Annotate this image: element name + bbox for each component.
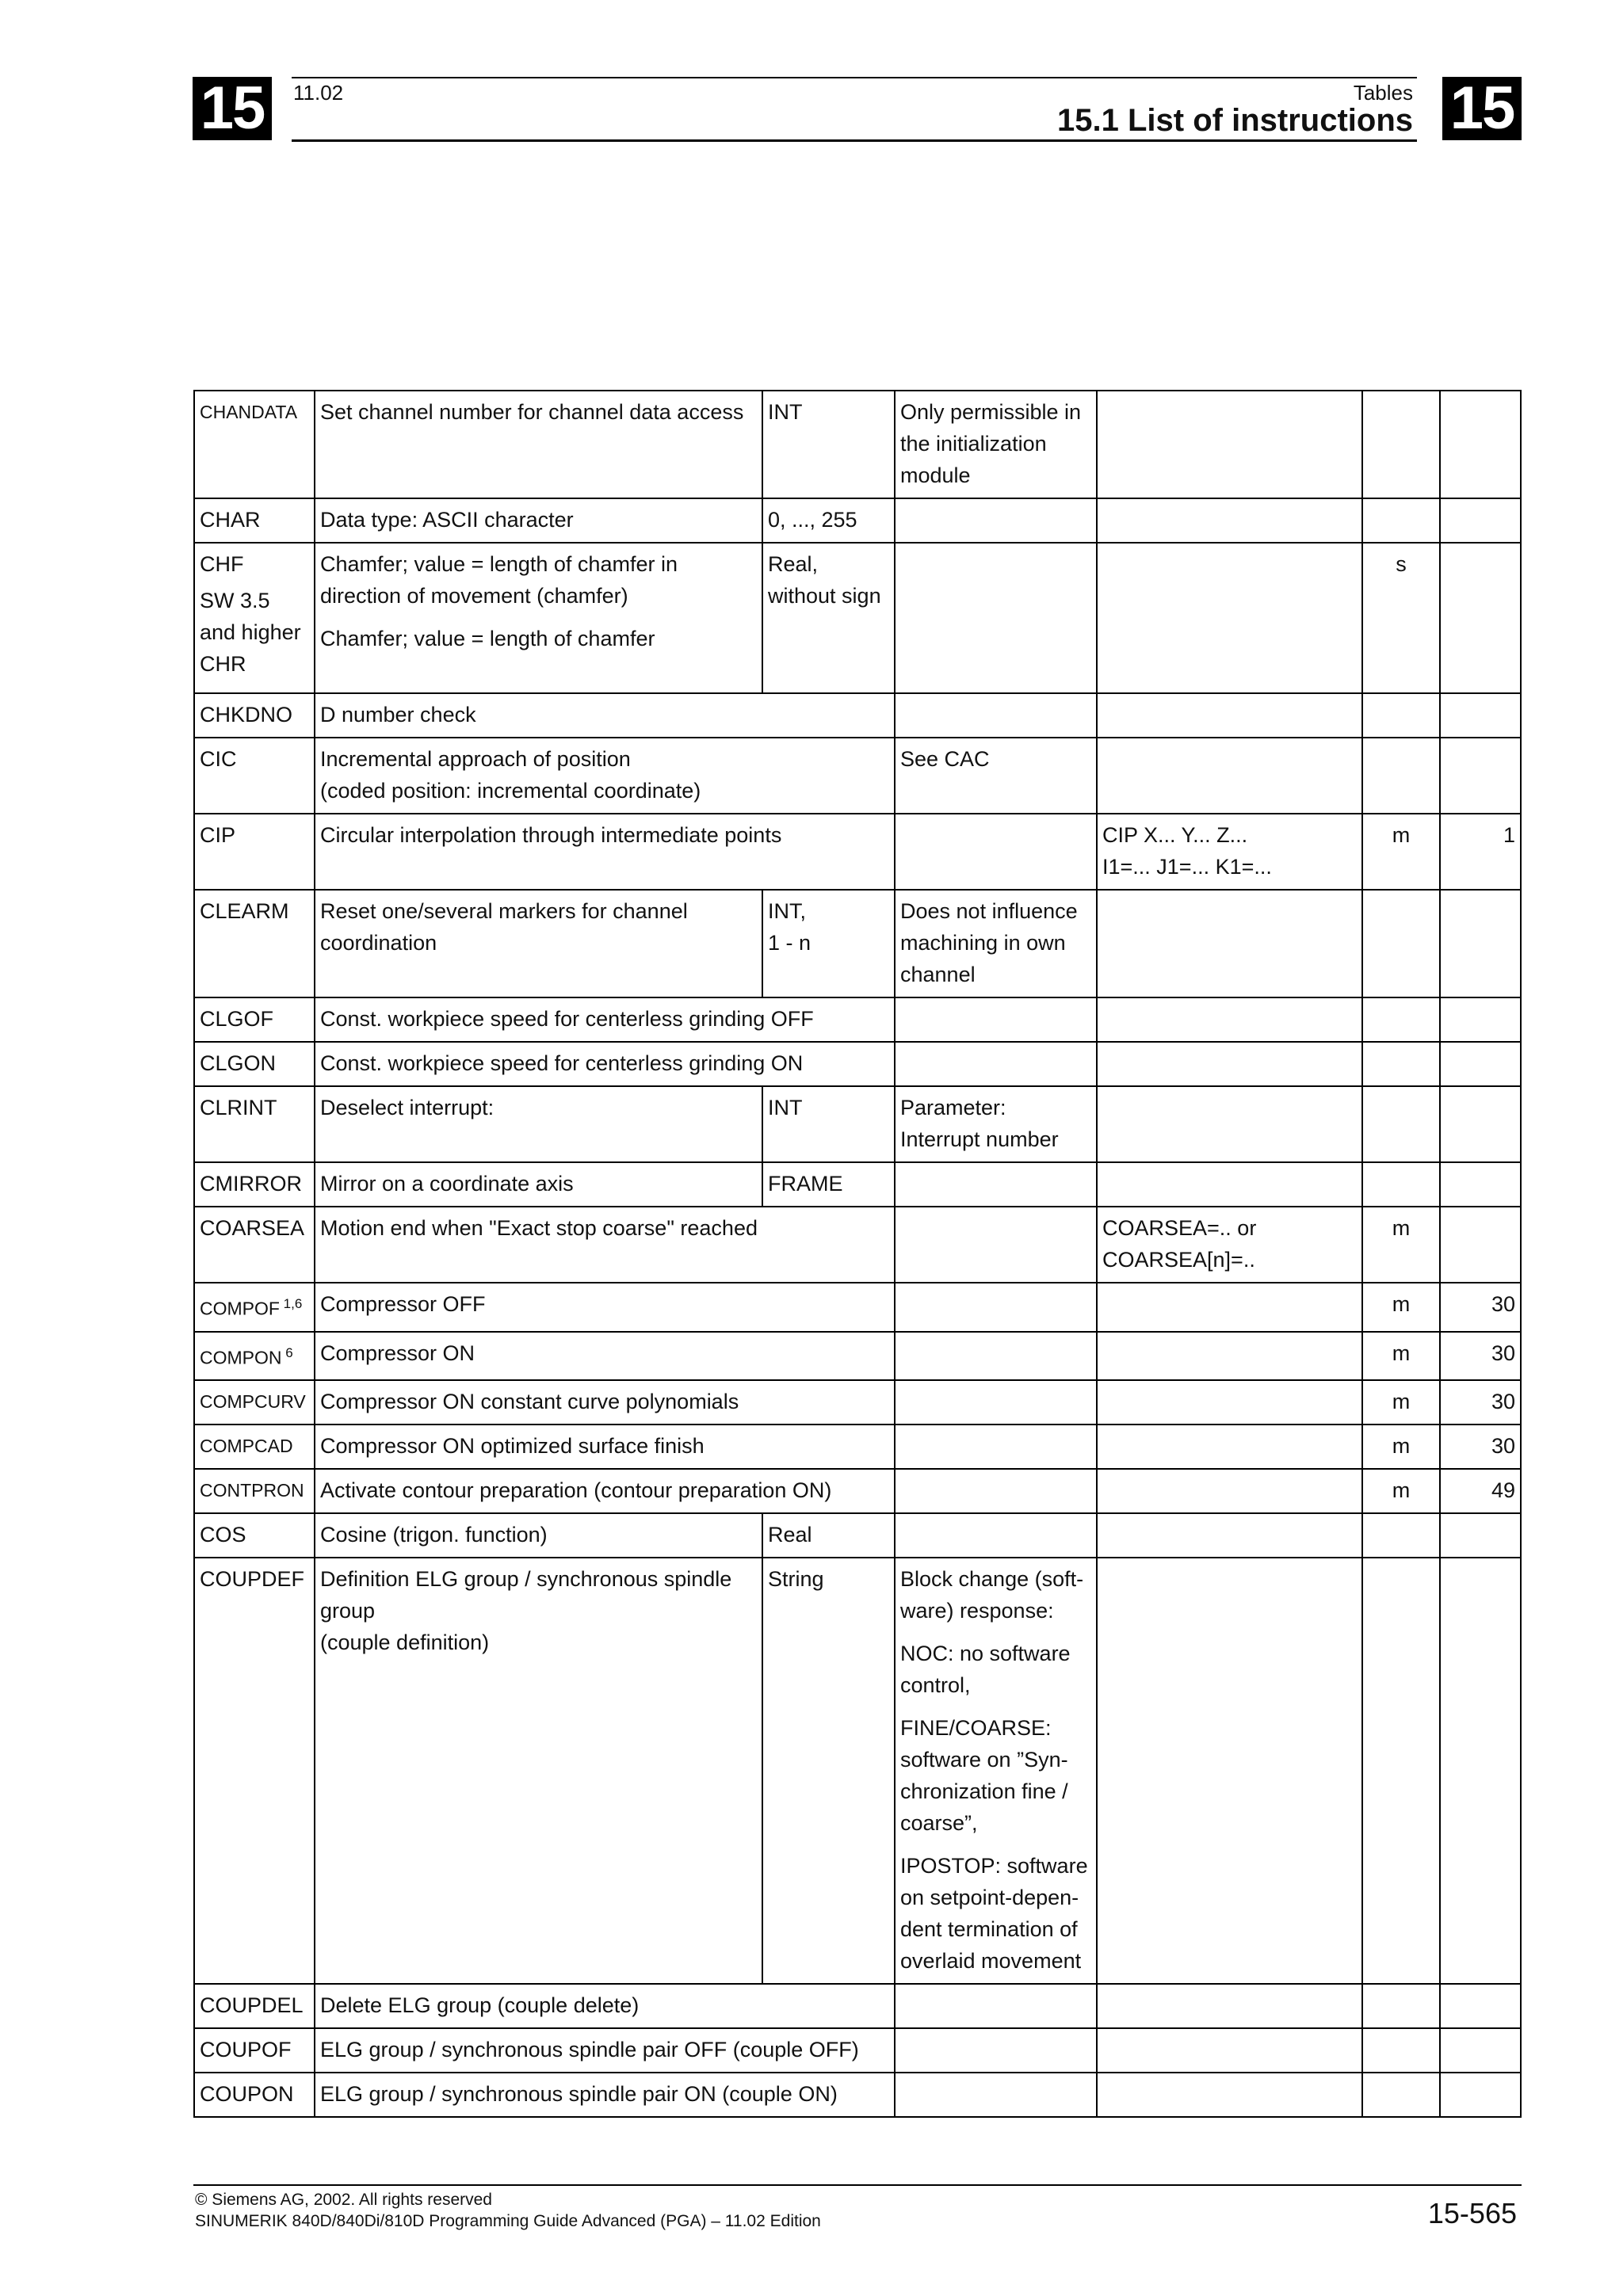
table-row	[194, 2028, 1521, 2073]
instruction-description	[895, 2073, 1097, 2117]
table-row	[194, 498, 1521, 543]
instruction-name	[194, 1042, 315, 1086]
instruction-name-line: CIP	[200, 823, 236, 847]
instruction-description-paragraph: Does not influence machining in own channel	[900, 899, 1078, 986]
instruction-values-line: String	[768, 1567, 824, 1592]
instruction-meaning	[315, 693, 895, 738]
instruction-modal	[1362, 1042, 1440, 1086]
footer-rule	[193, 2184, 1522, 2186]
instruction-group	[1440, 498, 1521, 543]
table-row	[194, 1984, 1521, 2028]
instruction-name	[194, 693, 315, 738]
instruction-modal: m	[1362, 1283, 1440, 1332]
instruction-values-line: FRAME	[768, 1172, 843, 1196]
instruction-name-line: CHR	[200, 652, 246, 676]
instruction-meaning	[315, 1425, 895, 1469]
instruction-meaning	[315, 738, 895, 814]
instruction-meaning-line: Reset one/several markers for channel coordination	[320, 899, 688, 955]
instruction-name	[194, 2028, 315, 2073]
instruction-modal: m	[1362, 1332, 1440, 1381]
instruction-meaning-line: Incremental approach of position	[320, 747, 631, 771]
instruction-meaning-line: Cosine (trigon. function)	[320, 1523, 548, 1547]
instruction-description	[895, 814, 1097, 890]
instruction-description	[895, 1469, 1097, 1513]
instruction-values-line: INT	[768, 1096, 803, 1119]
instruction-modal	[1362, 890, 1440, 997]
instruction-meaning-line: Delete ELG group (couple delete)	[320, 1993, 640, 2018]
instruction-description	[895, 693, 1097, 738]
instruction-meaning	[315, 1332, 895, 1381]
instruction-name-line: SW 3.5 and higher	[200, 589, 301, 644]
instruction-description	[895, 1207, 1097, 1283]
instruction-name-line: COMPOF $^{1,6}$	[200, 1296, 303, 1319]
instruction-name	[194, 1207, 315, 1283]
instruction-syntax-line: COARSEA=.. or	[1102, 1216, 1257, 1240]
instruction-name-line: COUPDEF	[200, 1567, 305, 1592]
table-row	[194, 543, 1521, 693]
instruction-syntax	[1097, 391, 1362, 498]
table-row	[194, 1380, 1521, 1425]
instruction-description	[895, 997, 1097, 1042]
instruction-group: 30	[1440, 1380, 1521, 1425]
instruction-values-line: INT	[768, 400, 803, 424]
table-row	[194, 1513, 1521, 1558]
instruction-description	[895, 1162, 1097, 1207]
instruction-name-line: COMPON $^6$	[200, 1344, 293, 1368]
instruction-name	[194, 1469, 315, 1513]
table-row	[194, 1086, 1521, 1162]
instruction-table	[193, 390, 1522, 2118]
instruction-description-paragraph: See CAC	[900, 747, 990, 771]
instruction-modal: m	[1362, 1425, 1440, 1469]
instruction-meaning-line: Compressor OFF	[320, 1292, 486, 1316]
instruction-values-line: Real, without sign	[768, 552, 881, 608]
table-row	[194, 1425, 1521, 1469]
page-title: 15.1 List of instructions	[1057, 103, 1413, 138]
instruction-description	[895, 1425, 1097, 1469]
instruction-description-paragraph: Block change (soft-ware) response:	[900, 1567, 1084, 1623]
instruction-syntax	[1097, 543, 1362, 693]
instruction-description	[895, 498, 1097, 543]
instruction-description	[895, 391, 1097, 498]
instruction-syntax	[1097, 1042, 1362, 1086]
instruction-meaning-line: (coded position: incremental coordinate)	[320, 779, 701, 803]
table-row	[194, 693, 1521, 738]
table-row	[194, 1469, 1521, 1513]
header-date: 11.02	[293, 81, 344, 105]
instruction-modal: m	[1362, 814, 1440, 890]
instruction-values-line: Real	[768, 1523, 812, 1547]
instruction-name	[194, 391, 315, 498]
instruction-syntax	[1097, 1332, 1362, 1381]
instruction-group	[1440, 2028, 1521, 2073]
instruction-description-paragraph: FINE/COARSE: software on ”Syn-chronization fine / coarse”,	[900, 1716, 1068, 1836]
instruction-syntax	[1097, 1425, 1362, 1469]
instruction-modal	[1362, 693, 1440, 738]
instruction-description	[895, 1558, 1097, 1984]
instruction-group	[1440, 693, 1521, 738]
instruction-group	[1440, 1984, 1521, 2028]
instruction-syntax	[1097, 738, 1362, 814]
instruction-description	[895, 1086, 1097, 1162]
instruction-meaning	[315, 1162, 762, 1207]
instruction-description-paragraph: Parameter: Interrupt number	[900, 1096, 1059, 1151]
table-row	[194, 1207, 1521, 1283]
instruction-meaning	[315, 1086, 762, 1162]
instruction-name-line: CHF	[200, 552, 244, 576]
instruction-group: 30	[1440, 1425, 1521, 1469]
instruction-values	[762, 1558, 895, 1984]
footer-copyright: © Siemens AG, 2002. All rights reserved	[195, 2191, 492, 2209]
instruction-modal	[1362, 498, 1440, 543]
instruction-syntax	[1097, 1984, 1362, 2028]
instruction-name	[194, 1380, 315, 1425]
instruction-meaning-line: Circular interpolation through intermediate points	[320, 823, 782, 847]
instruction-description	[895, 890, 1097, 997]
instruction-description-paragraph: Only permissible in the initialization module	[900, 400, 1082, 487]
instruction-name-line: COMPCURV	[200, 1391, 306, 1413]
instruction-meaning-line: Const. workpiece speed for centerless grinding OFF	[320, 1007, 814, 1031]
table-row	[194, 997, 1521, 1042]
instruction-syntax	[1097, 814, 1362, 890]
instruction-description	[895, 543, 1097, 693]
instruction-name-line: CMIRROR	[200, 1172, 302, 1196]
instruction-description	[895, 2028, 1097, 2073]
instruction-syntax-line: I1=... J1=... K1=...	[1102, 855, 1272, 879]
instruction-syntax	[1097, 498, 1362, 543]
instruction-meaning-line: Chamfer; value = length of chamfer in direction of movement (chamfer)	[320, 552, 678, 608]
instruction-modal	[1362, 997, 1440, 1042]
header-rule-top	[292, 77, 1417, 78]
instruction-syntax	[1097, 1558, 1362, 1984]
instruction-meaning	[315, 1469, 895, 1513]
instruction-description	[895, 1984, 1097, 2028]
instruction-meaning	[315, 997, 895, 1042]
instruction-syntax	[1097, 1380, 1362, 1425]
instruction-modal	[1362, 2073, 1440, 2117]
instruction-name-line: COUPDEL	[200, 1993, 304, 2018]
instruction-name	[194, 1984, 315, 2028]
instruction-group	[1440, 997, 1521, 1042]
instruction-meaning	[315, 498, 762, 543]
instruction-meaning	[315, 2073, 895, 2117]
instruction-name	[194, 543, 315, 693]
instruction-name	[194, 1332, 315, 1381]
instruction-name-line: CHANDATA	[200, 402, 298, 422]
instruction-name	[194, 498, 315, 543]
instruction-modal	[1362, 391, 1440, 498]
table-row	[194, 1558, 1521, 1984]
instruction-meaning-line: Const. workpiece speed for centerless grinding ON	[320, 1051, 804, 1075]
instruction-name	[194, 814, 315, 890]
instruction-name-line: CONTPRON	[200, 1480, 304, 1501]
instruction-name	[194, 1513, 315, 1558]
instruction-meaning	[315, 1513, 762, 1558]
instruction-syntax	[1097, 1283, 1362, 1332]
instruction-values	[762, 1086, 895, 1162]
instruction-group	[1440, 1042, 1521, 1086]
instruction-meaning	[315, 1042, 895, 1086]
instruction-name-line: CIC	[200, 747, 237, 771]
instruction-values-line: INT,	[768, 899, 807, 923]
instruction-description	[895, 1513, 1097, 1558]
instruction-meaning-line: Motion end when "Exact stop coarse" reached	[320, 1216, 758, 1240]
instruction-syntax	[1097, 1086, 1362, 1162]
instruction-name-line: COARSEA	[200, 1216, 305, 1240]
instruction-meaning	[315, 1207, 895, 1283]
instruction-values	[762, 498, 895, 543]
instruction-name	[194, 890, 315, 997]
table-row	[194, 1042, 1521, 1086]
table-row	[194, 814, 1521, 890]
instruction-meaning-line: ELG group / synchronous spindle pair ON (couple ON)	[320, 2082, 838, 2107]
instruction-values	[762, 1513, 895, 1558]
instruction-description	[895, 738, 1097, 814]
instruction-group	[1440, 890, 1521, 997]
instruction-meaning	[315, 814, 895, 890]
instruction-name	[194, 738, 315, 814]
instruction-description	[895, 1283, 1097, 1332]
instruction-name	[194, 1558, 315, 1984]
instruction-syntax	[1097, 1162, 1362, 1207]
instruction-syntax	[1097, 997, 1362, 1042]
instruction-modal	[1362, 2028, 1440, 2073]
table-row	[194, 890, 1521, 997]
instruction-name	[194, 1425, 315, 1469]
instruction-name	[194, 2073, 315, 2117]
instruction-syntax	[1097, 1513, 1362, 1558]
instruction-group	[1440, 1207, 1521, 1283]
chapter-number-right: 15	[1442, 77, 1522, 140]
instruction-meaning	[315, 391, 762, 498]
instruction-meaning-line: Chamfer; value = length of chamfer	[320, 627, 655, 650]
table-row	[194, 2073, 1521, 2117]
instruction-group: 1	[1440, 814, 1521, 890]
instruction-group	[1440, 2073, 1521, 2117]
instruction-meaning	[315, 890, 762, 997]
instruction-syntax	[1097, 1207, 1362, 1283]
instruction-meaning	[315, 1283, 895, 1332]
instruction-values-line: 1 - n	[768, 931, 812, 955]
table-row	[194, 1162, 1521, 1207]
header-rule-bottom	[292, 139, 1417, 142]
instruction-name	[194, 1162, 315, 1207]
instruction-name	[194, 1086, 315, 1162]
instruction-group	[1440, 391, 1521, 498]
instruction-group	[1440, 738, 1521, 814]
instruction-syntax-line: COARSEA[n]=..	[1102, 1248, 1255, 1272]
instruction-description	[895, 1042, 1097, 1086]
instruction-meaning-line: Compressor ON	[320, 1341, 475, 1365]
instruction-meaning	[315, 2028, 895, 2073]
instruction-meaning	[315, 1984, 895, 2028]
instruction-values-line: 0, ..., 255	[768, 508, 857, 532]
instruction-meaning-line: D number check	[320, 703, 476, 727]
instruction-group	[1440, 1558, 1521, 1984]
instruction-syntax	[1097, 890, 1362, 997]
instruction-modal	[1362, 1513, 1440, 1558]
instruction-meaning-line: Set channel number for channel data access	[320, 400, 744, 424]
table-row	[194, 391, 1521, 498]
instruction-meaning	[315, 1558, 762, 1984]
instruction-modal: m	[1362, 1380, 1440, 1425]
instruction-group: 49	[1440, 1469, 1521, 1513]
instruction-modal: m	[1362, 1207, 1440, 1283]
instruction-meaning	[315, 543, 762, 693]
chapter-number-left: 15	[193, 77, 272, 140]
instruction-meaning-line: (couple definition)	[320, 1630, 490, 1655]
instruction-modal	[1362, 1162, 1440, 1207]
instruction-group	[1440, 1513, 1521, 1558]
instruction-modal: s	[1362, 543, 1440, 693]
instruction-name	[194, 997, 315, 1042]
instruction-modal	[1362, 738, 1440, 814]
instruction-name-line: CLRINT	[200, 1096, 277, 1119]
instruction-name-line: CLEARM	[200, 899, 289, 923]
instruction-name-line: CHKDNO	[200, 703, 293, 727]
instruction-description-paragraph: IPOSTOP: software on setpoint-depen-dent termination of overlaid movement	[900, 1854, 1088, 1974]
footer-title: SINUMERIK 840D/840Di/810D Programming Guide Advanced (PGA) – 11.02 Edition	[195, 2212, 821, 2230]
instruction-meaning-line: Mirror on a coordinate axis	[320, 1172, 574, 1196]
instruction-group: 30	[1440, 1332, 1521, 1381]
footnote-marker: 6	[281, 1344, 293, 1360]
instruction-group	[1440, 1162, 1521, 1207]
instruction-meaning-line: Deselect interrupt:	[320, 1096, 495, 1119]
instruction-meaning	[315, 1380, 895, 1425]
instruction-name-line: CHAR	[200, 508, 261, 532]
instruction-meaning-line: Data type: ASCII character	[320, 508, 574, 532]
table-row	[194, 738, 1521, 814]
instruction-name-line: COMPCAD	[200, 1436, 293, 1457]
instruction-modal: m	[1362, 1469, 1440, 1513]
instruction-name-line: CLGOF	[200, 1007, 274, 1031]
instruction-syntax	[1097, 693, 1362, 738]
header-section-name: Tables	[1353, 81, 1413, 105]
instruction-values	[762, 890, 895, 997]
instruction-name-line: CLGON	[200, 1051, 277, 1075]
instruction-meaning-line: Compressor ON constant curve polynomials	[320, 1390, 739, 1414]
instruction-values	[762, 391, 895, 498]
instruction-group: 30	[1440, 1283, 1521, 1332]
instruction-values	[762, 543, 895, 693]
footnote-marker: 1,6	[279, 1296, 303, 1311]
table-row	[194, 1283, 1521, 1332]
instruction-description	[895, 1380, 1097, 1425]
instruction-description-paragraph: NOC: no software control,	[900, 1642, 1071, 1698]
instruction-name-line: COS	[200, 1523, 246, 1547]
instruction-table-body	[194, 391, 1521, 2117]
instruction-description	[895, 1332, 1097, 1381]
instruction-meaning-line: Compressor ON optimized surface finish	[320, 1434, 705, 1459]
page-number: 15-565	[1427, 2197, 1517, 2229]
instruction-modal	[1362, 1558, 1440, 1984]
instruction-name-line: COUPON	[200, 2082, 294, 2107]
instruction-syntax-line: CIP X... Y... Z...	[1102, 823, 1248, 847]
instruction-meaning-line: Definition ELG group / synchronous spindle group	[320, 1567, 732, 1623]
instruction-group	[1440, 543, 1521, 693]
table-row	[194, 1332, 1521, 1381]
instruction-modal	[1362, 1086, 1440, 1162]
instruction-name-line: COUPOF	[200, 2038, 292, 2062]
instruction-values	[762, 1162, 895, 1207]
instruction-name	[194, 1283, 315, 1332]
instruction-syntax	[1097, 1469, 1362, 1513]
instruction-modal	[1362, 1984, 1440, 2028]
instruction-syntax	[1097, 2073, 1362, 2117]
instruction-syntax	[1097, 2028, 1362, 2073]
instruction-meaning-line: Activate contour preparation (contour preparation ON)	[320, 1478, 832, 1503]
instruction-group	[1440, 1086, 1521, 1162]
instruction-meaning-line: ELG group / synchronous spindle pair OFF (couple OFF)	[320, 2038, 859, 2062]
